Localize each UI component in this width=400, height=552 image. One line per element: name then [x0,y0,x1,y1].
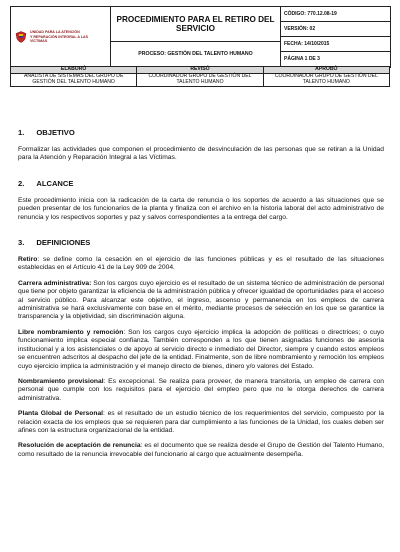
definition-text: : es el resultado de un estudio técnico de los requerimientos del servicio, compuesto por la relación exacta de los empleos que se requieren para dar cumplimiento a las funciones de la Unidad, los cuales deben ser afines con la estructura organizacional de la entidad. [18,410,384,434]
section-title: OBJETIVO [36,128,75,137]
definition-term: Carrera administrativa: [18,279,92,287]
section-number: 2. [18,178,25,188]
definition-planta-global [18,410,384,435]
document-date: FECHA: 14/10/2015 [281,37,390,52]
approval-table [10,66,390,87]
approval-header-approved: APROBÓ [263,67,389,74]
section-number: 1. [18,128,25,137]
section-title: DEFINICIONES [36,238,91,248]
definition-term: Libre nombramiento y remoción [18,328,124,336]
logo-text-line-2: Y REPARACIÓN INTEGRAL A LAS VÍCTIMAS [30,34,89,44]
definition-text: Son los cargos cuyo ejercicio es el resultado de un sistema técnico de administración de personal que tiene por objeto garantizar la eficiencia de la administración pública y ofrecer igualdad de oportunidades para el acceso al servicio público. Para alcanzar este objetivo, el ingreso, ascenso y permanencia en los empleos de carrera administrativa se hará exclusivamente con base en el mérito, mediante procesos de selección en los que se garantice la transparencia y la objetividad, sin discriminación alguna. [18,279,384,321]
document-version: VERSIÓN: 02 [281,22,390,37]
logo-text-line-1: UNIDAD PARA LA ATENCIÓN [30,30,80,35]
definition-nombramiento-provisional [18,378,384,403]
document-title: PROCEDIMIENTO PARA EL RETIRO DEL SERVICIO [111,8,280,42]
document-header [10,6,391,68]
page-number: PÁGINA 1 DE 3 [284,56,320,62]
metadata-cell [281,7,391,68]
approval-header-prepared: ELABORÓ [11,67,137,74]
definition-term: Resolución de aceptación de renuncia [18,442,141,450]
logo-text [30,30,106,43]
section-heading-definiciones [18,238,384,247]
section-number: 3. [18,238,25,248]
definition-libre-nombramiento [18,329,384,371]
definition-text: : Es excepcional. Se realiza para proveer, de manera transitoria, un empleo de carrera con personal que cumple con los requisitos para el ejercicio del empleo pero que no le otorga derechos de carrera administrativa. [18,377,384,402]
definition-text: : se define como la cesación en el ejercicio de las funciones públicas y es el resultado de las situaciones establecidas en el Artículo 41 de la Ley 909 de 2004. [18,256,384,272]
approval-reviewed-by: COORDINADOR GRUPO DE GESTIÓN DEL TALENTO HUMANO [137,74,263,87]
approval-header-reviewed: REVISÓ [137,67,263,74]
definition-term: Nombramiento provisional [18,377,104,385]
coat-of-arms-icon [15,31,27,43]
section-heading-objetivo [18,128,384,137]
section-heading-alcance [18,179,384,188]
process-name: PROCESO: GESTIÓN DEL TALENTO HUMANO [138,51,253,57]
entity-logo [15,30,106,43]
definition-resolucion-renuncia [18,442,384,459]
approval-approved-by: COORDINADOR GRUPO DE GESTIÓN DEL TALENTO HUMANO [263,74,389,87]
title-cell [111,7,281,68]
definition-text: : Son los cargos cuyo ejercicio implica la adopción de políticas o directrices; o cuyo funcionamiento implica especial confianza. También corresponden a los que tienen asignadas funciones de asesoría institucional y a los asistenciales o de apoyo al servicio directo e inmediato del Director, siempre y cuando estos empleos se encuentren adscritos al despacho del jefe de la entidad. Finalmente, son de libre nombramiento y remoción los empleos cuyo ejercicio implica la administración y el manejo directo de bienes, dinero y/o valores del Estado. [18,328,385,370]
logo-cell [11,7,111,68]
definition-term: Retiro [18,256,38,264]
definition-retiro [18,256,384,273]
definition-term: Planta Global de Personal [18,410,104,418]
definition-text: : es el documento que se realiza desde el Grupo de Gestión del Talento Humano, como resultado de la renuncia irrevocable del funcionario al cargo que actualmente desempeña. [18,442,384,458]
section-text-objetivo: Formalizar las actividades que componen el procedimiento de desvinculación de las personas que se retiran a la Unidad para la Atención y Reparación Integral a las Víctimas. [18,146,384,162]
document-code: CÓDIGO: 770.12.08-19 [281,7,390,22]
document-body [18,128,384,459]
section-text-alcance: Este procedimiento inicia con la radicación de la carta de renuncia o los soportes de acuerdo a las situaciones que se pueden presentar de los funcionarios de la planta y finaliza con el archivo en la historia laboral del acto administrativo de renuncia y los respectivos soportes y paz y salvos correspondientes a la entrega del cargo. [18,196,384,221]
section-title: ALCANCE [36,178,74,188]
definition-carrera-administrativa [18,280,384,322]
approval-prepared-by: ANALISTA DE SISTEMAS DEL GRUPO DE GESTIÓN DEL TALENTO HUMANO [11,74,137,87]
